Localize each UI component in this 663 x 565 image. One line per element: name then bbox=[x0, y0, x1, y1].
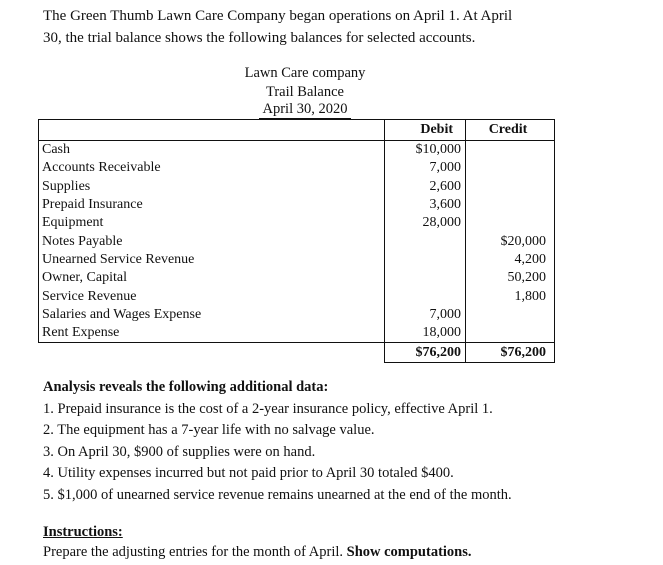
analysis-item: 3. On April 30, $900 of supplies were on hand. bbox=[43, 443, 316, 460]
statement-title: Trail Balance bbox=[266, 84, 344, 100]
intro-line-1: The Green Thumb Lawn Care Company began operations on April 1. At April bbox=[43, 8, 513, 24]
totals-row bbox=[39, 343, 555, 363]
account-name: Service Revenue bbox=[39, 287, 385, 305]
account-header bbox=[39, 120, 385, 141]
credit-amount: $20,000 bbox=[466, 232, 555, 250]
table-row bbox=[39, 232, 555, 250]
table-row bbox=[39, 141, 555, 160]
analysis-item: 5. $1,000 of unearned service revenue remains unearned at the end of the month. bbox=[43, 486, 512, 503]
account-name: Supplies bbox=[39, 178, 385, 196]
account-name: Unearned Service Revenue bbox=[39, 251, 385, 269]
debit-amount: $10,000 bbox=[385, 141, 466, 160]
debit-amount bbox=[385, 269, 466, 287]
instructions-text-line bbox=[43, 542, 653, 562]
credit-amount bbox=[466, 178, 555, 196]
instructions-section bbox=[43, 522, 653, 562]
totals-label-cell bbox=[39, 343, 385, 363]
instructions-emphasis: Show computations. bbox=[346, 544, 472, 560]
debit-amount: 7,000 bbox=[385, 306, 466, 324]
table-row bbox=[39, 196, 555, 214]
account-name: Prepaid Insurance bbox=[39, 196, 385, 214]
total-debit: $76,200 bbox=[385, 343, 466, 363]
analysis-section bbox=[43, 377, 653, 506]
debit-amount: 7,000 bbox=[385, 159, 466, 177]
credit-amount bbox=[466, 159, 555, 177]
account-name: Owner, Capital bbox=[39, 269, 385, 287]
intro-line-2: 30, the trial balance shows the following balances for selected accounts. bbox=[43, 30, 476, 46]
table-row bbox=[39, 324, 555, 343]
table-row bbox=[39, 178, 555, 196]
credit-amount: 50,200 bbox=[466, 269, 555, 287]
account-name: Salaries and Wages Expense bbox=[39, 306, 385, 324]
debit-amount bbox=[385, 287, 466, 305]
credit-amount bbox=[466, 214, 555, 232]
analysis-item: 2. The equipment has a 7-year life with no salvage value. bbox=[43, 422, 375, 438]
analysis-heading: Analysis reveals the following additional data: bbox=[43, 379, 329, 395]
account-name: Cash bbox=[39, 141, 385, 160]
debit-amount bbox=[385, 251, 466, 269]
debit-amount bbox=[385, 232, 466, 250]
credit-header: Credit bbox=[466, 120, 555, 141]
statement-date: April 30, 2020 bbox=[180, 101, 430, 119]
credit-amount bbox=[466, 141, 555, 160]
analysis-item: 1. Prepaid insurance is the cost of a 2-year insurance policy, effective April 1. bbox=[43, 400, 493, 417]
debit-amount: 18,000 bbox=[385, 324, 466, 343]
table-header-row bbox=[39, 120, 555, 141]
table-row bbox=[39, 214, 555, 232]
account-name: Rent Expense bbox=[39, 324, 385, 343]
table-row bbox=[39, 287, 555, 305]
instructions-text: Prepare the adjusting entries for the month of April. bbox=[43, 544, 343, 560]
table-row bbox=[39, 306, 555, 324]
credit-amount: 4,200 bbox=[466, 251, 555, 269]
account-name: Equipment bbox=[39, 214, 385, 232]
debit-header: Debit bbox=[385, 120, 466, 141]
instructions-heading: Instructions: bbox=[43, 524, 123, 540]
credit-amount: 1,800 bbox=[466, 287, 555, 305]
table-row bbox=[39, 269, 555, 287]
debit-amount: 3,600 bbox=[385, 196, 466, 214]
credit-amount bbox=[466, 196, 555, 214]
company-name: Lawn Care company bbox=[244, 65, 366, 81]
analysis-item: 4. Utility expenses incurred but not paid prior to April 30 totaled $400. bbox=[43, 465, 454, 481]
table-row bbox=[39, 251, 555, 269]
credit-amount bbox=[466, 306, 555, 324]
debit-amount: 28,000 bbox=[385, 214, 466, 232]
debit-amount: 2,600 bbox=[385, 178, 466, 196]
trial-balance-table bbox=[38, 119, 555, 363]
account-name: Notes Payable bbox=[39, 232, 385, 250]
total-credit: $76,200 bbox=[466, 343, 555, 363]
table-row bbox=[39, 159, 555, 177]
credit-amount bbox=[466, 324, 555, 343]
intro-paragraph bbox=[43, 5, 643, 49]
account-name: Accounts Receivable bbox=[39, 159, 385, 177]
